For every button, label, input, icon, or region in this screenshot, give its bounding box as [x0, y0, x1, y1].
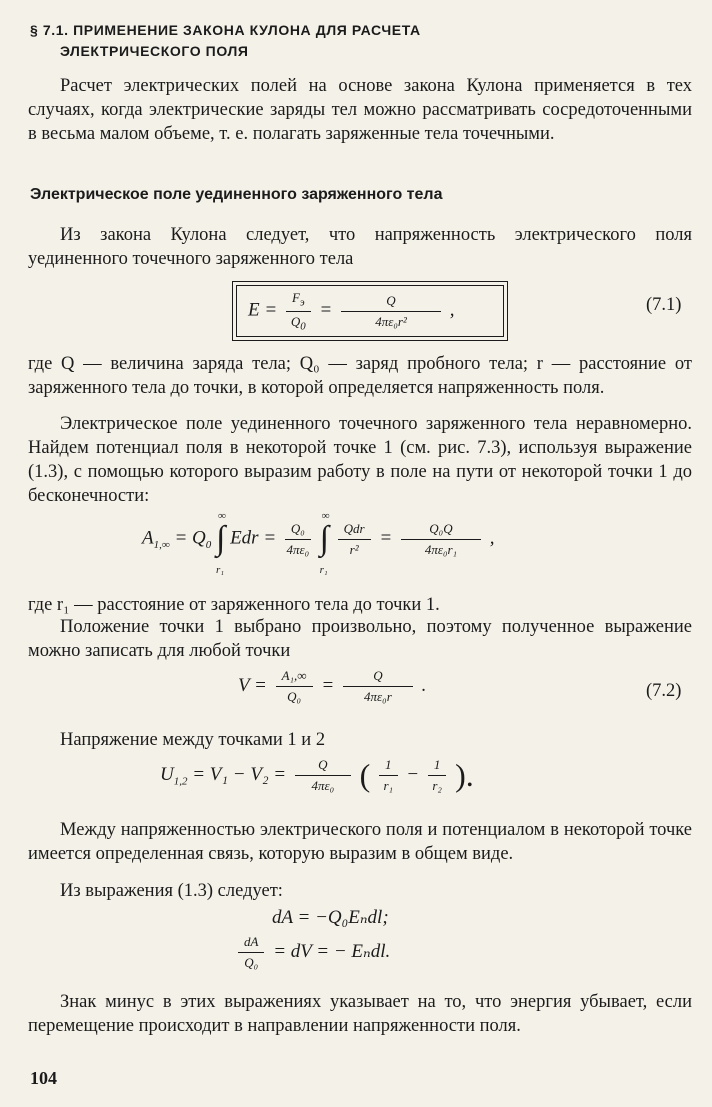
subsection-heading: Электрическое поле уединенного заряженного тела	[30, 186, 443, 203]
eqU-fraction-2: $\frac{1}{\text{r₁}}$	[379, 757, 398, 794]
integral-sign-1: ∫ ∞ r₁	[216, 510, 226, 576]
paragraph-9: Знак минус в этих выражениях указывает на то, что энергия убывает, если перемещение происходит в направлении напряженности поля.	[28, 992, 692, 1036]
paragraph-1: Из закона Кулона следует, что напряженность электрического поля уединенного точечного заряженного тела	[28, 225, 692, 269]
eq72-fraction-1: $\frac{\text{A₁,∞}}{\text{Q₀}}$	[276, 668, 313, 705]
paragraph-8: Из выражения (1.3) следует:	[60, 881, 283, 901]
paragraph-3: Электрическое поле уединенного точечного заряженного тела неравномерно. Найдем потенциал поля в некоторой точке 1 (см. рис. 7.3), используя выражение (1.3), с помощью которого выразим работу в поле на пути от некоторой точки 1 до бесконечности:	[28, 414, 692, 506]
paragraph-7: Между напряженностью электрического поля и потенциалом в некоторой точке имеется определенная связь, которую выразим в общем виде.	[28, 820, 692, 864]
eqdV-fraction: $\frac{dA}{\text{Q₀}}$	[238, 934, 264, 971]
equation-number-7-2: (7.2)	[646, 681, 682, 701]
eq72-fraction-2: $\frac{Q}{\text{4πε₀r}}$	[343, 668, 413, 705]
eq71-fraction-2: $\frac{Q}{\text{4πε₀r²}}$	[341, 293, 441, 330]
paragraph-4: где r₁ — расстояние от заряженного тела до точки 1.	[28, 595, 440, 615]
paragraph-5: Положение точки 1 выбрано произвольно, поэтому полученное выражение можно записать для любой точки	[28, 617, 692, 661]
section-heading-line2: ЭЛЕКТРИЧЕСКОГО ПОЛЯ	[60, 43, 249, 59]
equation-7-1: E = $\frac{F_э}{Q_0}$ = $\frac{Q}{\text{4πε₀r²}}$ ,	[248, 290, 455, 333]
eq71-equals: =	[319, 299, 333, 321]
equation-voltage: $U_{1,2} = V_1 - V_2$ = $\frac{Q}{\text{4πε₀}}$ ( $\frac{1}{\text{r₁}}$ − $\frac{1}{\text{r₂}}$ ).	[160, 757, 474, 793]
eqA-fraction-2: $\frac{\text{Qdr}}{\text{r²}}$	[338, 521, 371, 558]
eqA-fraction-3: $\frac{\text{Q₀Q}}{\text{4πε₀r₁}}$	[401, 521, 481, 558]
eqU-fraction-1: $\frac{Q}{\text{4πε₀}}$	[295, 757, 351, 794]
eqA-fraction-1: $\frac{\text{Q₀}}{\text{4πε₀}}$	[286, 520, 310, 557]
page-number: 104	[30, 1068, 57, 1088]
equation-number-7-1: (7.1)	[646, 295, 682, 315]
equation-7-2: V = $\frac{\text{A₁,∞}}{\text{Q₀}}$ = $\frac{Q}{\text{4πε₀r}}$ .	[238, 668, 427, 704]
intro-paragraph: Расчет электрических полей на основе закона Кулона применяется в тех случаях, когда электрические заряды тел можно рассматривать сосредоточенными в весьма малом объеме, т. е. полагать заряженные тела точечными.	[28, 76, 692, 144]
eq71-lhs: E =	[248, 299, 278, 321]
equation-dV: $\frac{dA}{\text{Q₀}}$ = dV = − Eₙdl.	[234, 934, 390, 971]
integral-sign-2: ∫ ∞ r₁	[319, 510, 330, 576]
equation-work: $A_{1,\infty} = Q_0$ ∫ ∞ r₁ Edr = $\frac{\text{Q₀}}{\text{4πε₀}}$ ∫ ∞ r₁ $\frac{\text{Qdr}}{\text{r²}}$ = $\frac{\text{Q₀Q}}{\text{4πε₀r₁}}$ ,	[142, 510, 495, 576]
section-heading-line1: § 7.1. ПРИМЕНЕНИЕ ЗАКОНА КУЛОНА ДЛЯ РАСЧЕТА	[30, 22, 421, 38]
paragraph-2: где Q — величина заряда тела; Q₀ — заряд пробного тела; r — расстояние от заряженного тела до точки, в которой определяется напряженность поля.	[28, 354, 692, 398]
equation-dA: dA = −Q₀Eₙdl;	[272, 907, 389, 928]
eq71-fraction-1: $\frac{F_э}{Q_0}$	[286, 290, 311, 332]
paragraph-6: Напряжение между точками 1 и 2	[60, 730, 326, 750]
section-heading	[30, 20, 670, 62]
eqU-fraction-3: $\frac{1}{\text{r₂}}$	[428, 757, 447, 794]
